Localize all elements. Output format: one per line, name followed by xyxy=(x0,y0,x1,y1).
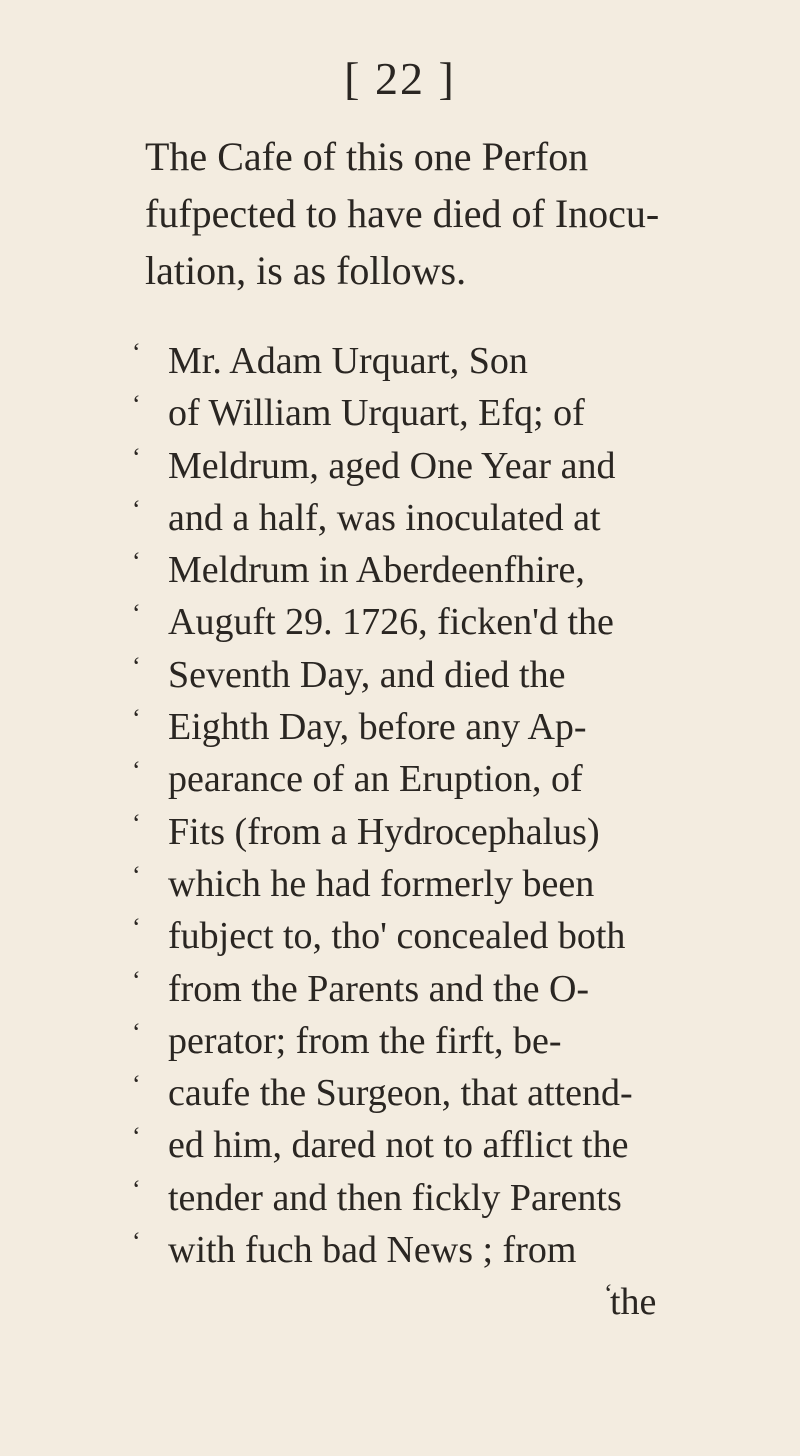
quote-mark: ‘ xyxy=(132,756,141,786)
quote-line xyxy=(132,753,752,805)
catchword-line xyxy=(604,1276,752,1328)
quote-line-text: from the Parents and the O- xyxy=(168,967,590,1010)
quote-mark: ‘ xyxy=(132,704,141,734)
page-number: [ 22 ] xyxy=(344,53,456,104)
quote-line-text: and a half, was inoculated at xyxy=(168,496,601,539)
quote-line-text: Seventh Day, and died the xyxy=(168,653,566,696)
quote-line xyxy=(132,858,752,910)
quote-line xyxy=(132,1015,752,1067)
quote-line xyxy=(132,596,752,648)
catchword: the xyxy=(610,1281,657,1324)
quote-mark: ‘ xyxy=(132,1017,141,1047)
quote-line xyxy=(132,1067,752,1119)
quote-line-text: which he had formerly been xyxy=(168,862,595,905)
quote-line-text: with fuch bad News ; from xyxy=(168,1229,577,1272)
quote-mark: ‘ xyxy=(132,338,141,367)
quote-line xyxy=(132,910,752,962)
quote-mark: ‘ xyxy=(132,965,141,995)
quote-line-text: Auguft 29. 1726, ficken'd the xyxy=(168,601,614,644)
quote-line xyxy=(132,1224,752,1276)
quote-line-text: caufe the Surgeon, that attend- xyxy=(168,1072,633,1115)
quote-mark: ‘ xyxy=(132,442,141,472)
quote-mark: ‘ xyxy=(132,1070,141,1100)
quoted-passage xyxy=(132,335,752,1329)
quote-line xyxy=(132,440,752,492)
quote-line-text: ed him, dared not to afflict the xyxy=(168,1124,629,1167)
quote-line-text: Meldrum, aged One Year and xyxy=(168,444,616,487)
quote-line-text: tender and then fickly Parents xyxy=(168,1176,622,1219)
quote-line xyxy=(132,492,752,544)
quote-line xyxy=(132,1172,752,1224)
quote-line xyxy=(132,701,752,753)
quote-mark: ‘ xyxy=(132,494,141,524)
intro-line: fufpected to have died of Inocu- xyxy=(145,191,660,236)
quote-mark: ‘ xyxy=(132,913,141,943)
intro-line: lation, is as follows. xyxy=(145,248,467,293)
quote-line-text: Fits (from a Hydrocephalus) xyxy=(168,810,600,853)
quote-line-text: perator; from the firft, be- xyxy=(168,1019,562,1062)
quote-mark: ‘ xyxy=(132,651,141,681)
quote-line xyxy=(132,963,752,1015)
intro-paragraph xyxy=(145,128,725,299)
quote-line xyxy=(132,806,752,858)
quote-line-text: fubject to, tho' concealed both xyxy=(168,915,626,958)
quote-mark: ‘ xyxy=(132,599,141,629)
quote-mark: ‘ xyxy=(132,1122,141,1152)
intro-line: The Cafe of this one Perfon xyxy=(145,134,589,179)
quote-line xyxy=(132,387,752,439)
quote-mark: ‘ xyxy=(132,1227,141,1257)
quote-line-text: Eighth Day, before any Ap- xyxy=(168,706,587,749)
quote-line-text: pearance of an Eruption, of xyxy=(168,758,583,801)
quote-mark: ‘ xyxy=(132,1174,141,1204)
quote-line-text: Meldrum in Aberdeenfhire, xyxy=(168,549,585,592)
quote-line xyxy=(132,544,752,596)
quote-line xyxy=(132,1119,752,1171)
quote-line-text: of William Urquart, Efq; of xyxy=(168,392,585,435)
quote-line-text: Mr. Adam Urquart, Son xyxy=(168,340,528,382)
quote-mark: ‘ xyxy=(132,860,141,890)
quote-line xyxy=(132,335,752,387)
quote-mark: ‘ xyxy=(132,808,141,838)
quote-mark: ‘ xyxy=(132,547,141,577)
quote-mark: ‘ xyxy=(132,390,141,420)
quote-line xyxy=(132,649,752,701)
quote-mark: ‘ xyxy=(604,1279,613,1309)
